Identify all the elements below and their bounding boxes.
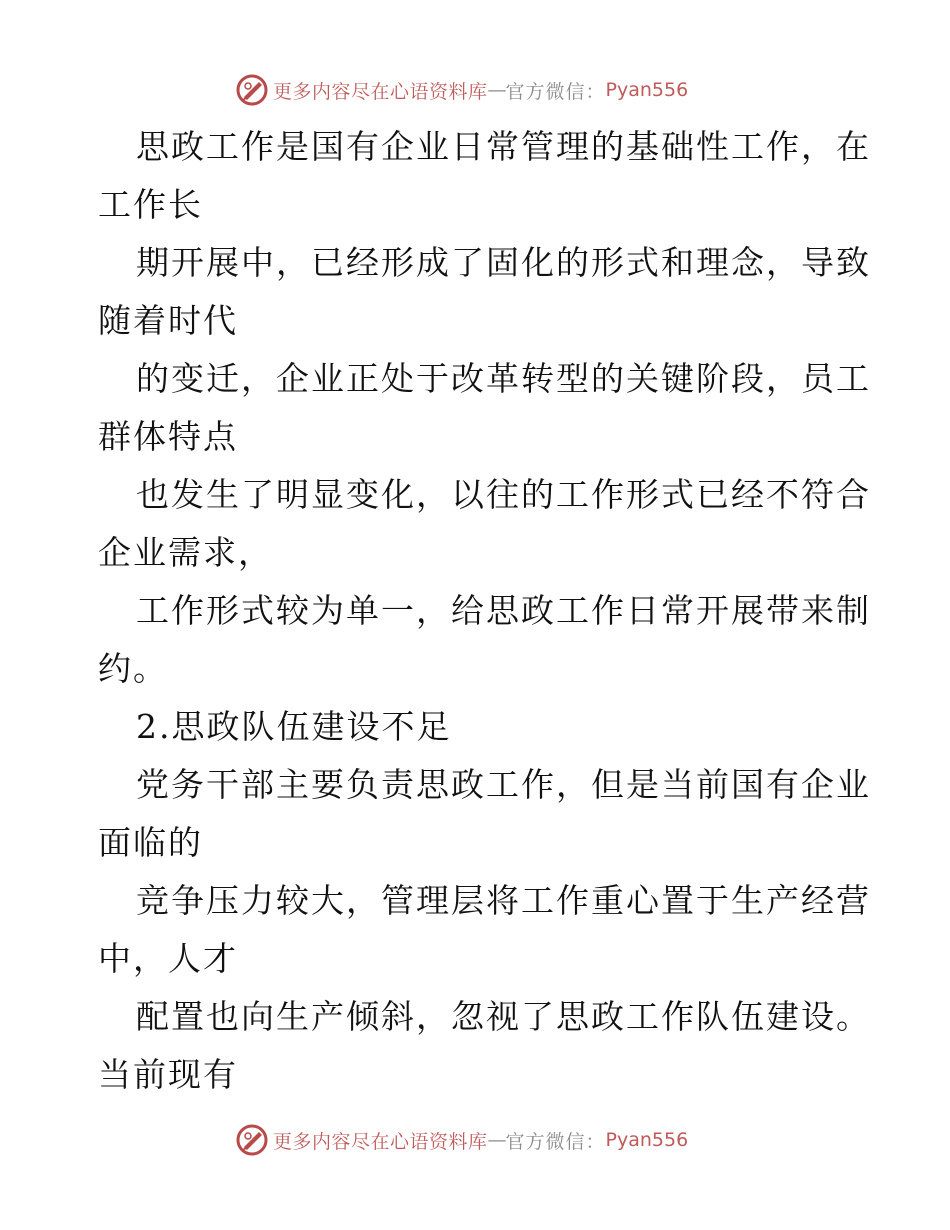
watermark-label: 官方微信： [505, 80, 606, 103]
text-line: 约。 [98, 649, 168, 688]
text-line: 思政工作是国有企业日常管理的基础性工作，在 [136, 127, 871, 166]
text-line: 工作长 [98, 185, 203, 224]
text-line: 当前现有 [98, 1055, 238, 1094]
text-line: 也发生了明显变化，以往的工作形式已经不符合 [136, 475, 871, 514]
header-watermark [235, 72, 688, 108]
brand-logo-icon [235, 1123, 269, 1157]
text-line: 面临的 [98, 823, 203, 862]
text-line: 中，人才 [98, 939, 238, 978]
body-text [98, 118, 871, 1104]
watermark-brand: 更多内容尽在心语资料库 [273, 1130, 488, 1153]
text-line: 的变迁，企业正处于改革转型的关键阶段，员工 [136, 359, 871, 398]
text-line: 党务干部主要负责思政工作，但是当前国有企业 [136, 765, 871, 804]
watermark-wechat-id: Pyan556 [605, 79, 689, 101]
brand-logo-icon [235, 73, 269, 107]
text-line: 竞争压力较大，管理层将工作重心置于生产经营 [136, 881, 871, 920]
text-line: 期开展中，已经形成了固化的形式和理念，导致 [136, 243, 871, 282]
text-line: 群体特点 [98, 417, 238, 456]
text-line: 随着时代 [98, 301, 238, 340]
watermark-brand: 更多内容尽在心语资料库 [273, 80, 488, 103]
watermark-separator: — [487, 1129, 506, 1151]
footer-watermark [235, 1122, 688, 1158]
text-line: 工作形式较为单一，给思政工作日常开展带来制 [136, 591, 871, 630]
text-line: 配置也向生产倾斜，忽视了思政工作队伍建设。 [136, 997, 871, 1036]
text-line: 企业需求， [98, 533, 273, 572]
text-line: 2.思政队伍建设不足 [136, 707, 452, 746]
watermark-wechat-id: Pyan556 [605, 1129, 689, 1151]
watermark-label: 官方微信： [505, 1130, 606, 1153]
watermark-separator: — [487, 79, 506, 101]
